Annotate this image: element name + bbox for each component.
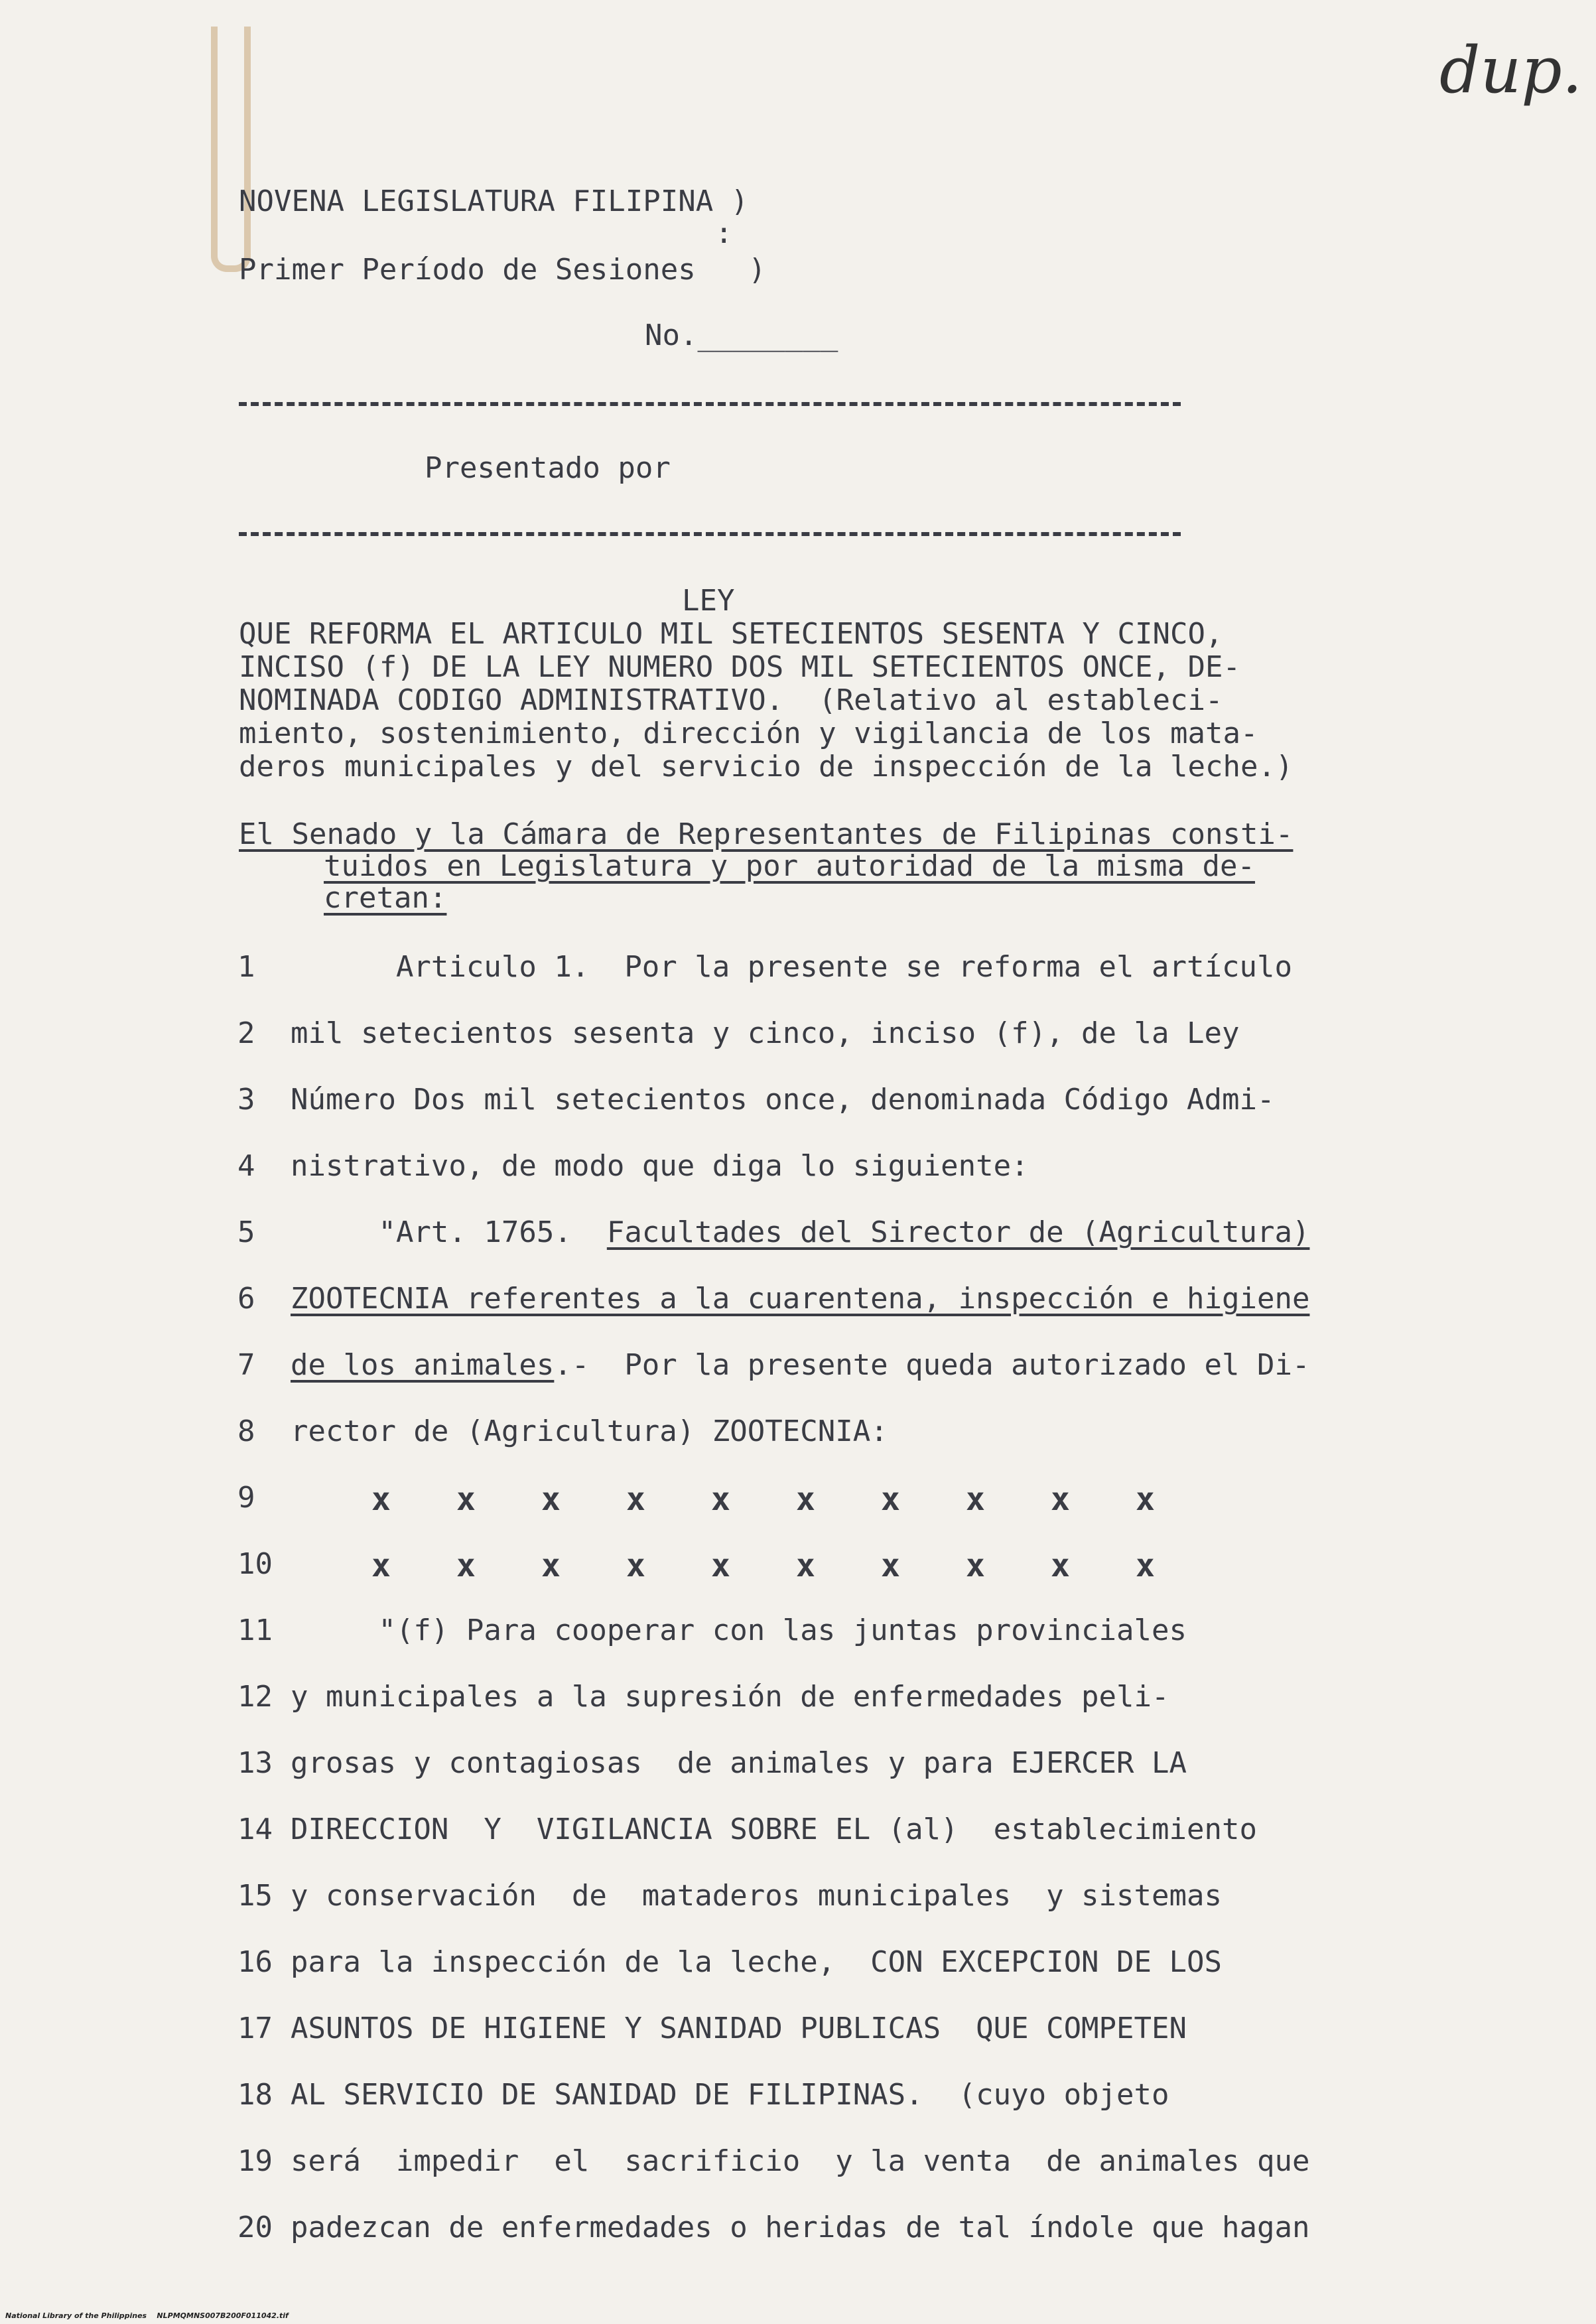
line-number: 19	[237, 2144, 273, 2178]
line-number: 10	[237, 1547, 273, 1581]
omission-mark: x	[626, 1547, 645, 1584]
line-number: 15	[237, 1879, 273, 1913]
session-period: Primer Período de Sesiones )	[239, 253, 766, 287]
bill-number-label: No.________	[645, 318, 838, 352]
line-number: 5	[237, 1215, 255, 1249]
omission-mark: x	[711, 1481, 730, 1518]
omission-mark: x	[1136, 1547, 1155, 1584]
line-number: 16	[237, 1945, 273, 1979]
body-line: mil setecientos sesenta y cinco, inciso (f), de la Ley	[291, 1016, 1240, 1050]
section-heading: Facultades del Sirector de (Agricultura)	[606, 1215, 1310, 1249]
omission-mark: x	[966, 1481, 985, 1518]
omission-mark: x	[541, 1547, 561, 1584]
line-number: 1	[237, 950, 255, 984]
omission-mark: x	[1051, 1481, 1070, 1518]
body-line: nistrativo, de modo que diga lo siguiente:	[291, 1149, 1029, 1183]
body-line: Articulo 1. Por la presente se reforma el artículo	[291, 950, 1292, 984]
line-number: 17	[237, 2012, 273, 2045]
law-title: LEY	[682, 584, 735, 618]
enacting-clause-line: tuidos en Legislatura y por autoridad de la misma de-	[324, 849, 1255, 883]
body-line: AL SERVICIO DE SANIDAD DE FILIPINAS. (cuyo objeto	[291, 2078, 1169, 2112]
line-number: 8	[237, 1414, 255, 1448]
omission-mark: x	[456, 1547, 476, 1584]
enacting-clause-line: cretan:	[324, 881, 447, 915]
omission-mark: x	[371, 1547, 391, 1584]
body-line: para la inspección de la leche, CON EXCEPCION DE LOS	[291, 1945, 1222, 1979]
archive-footer: National Library of the Philippines NLPMQMNS007B200F011042.tif	[5, 2311, 289, 2320]
paperclip-stain	[211, 27, 251, 272]
omission-mark: x	[1136, 1481, 1155, 1518]
body-line-text: .- Por la presente queda autorizado el Di-	[554, 1348, 1310, 1382]
line-number: 18	[237, 2078, 273, 2112]
omission-mark: x	[371, 1481, 391, 1518]
body-line: grosas y contagiosas de animales y para EJERCER LA	[291, 1746, 1187, 1780]
body-line: DIRECCION Y VIGILANCIA SOBRE EL (al) establecimiento	[291, 1812, 1257, 1846]
body-line-text: "Art. 1765.	[291, 1215, 607, 1249]
omission-mark: x	[626, 1481, 645, 1518]
body-line: y conservación de mataderos municipales y sistemas	[291, 1879, 1222, 1913]
separator-top	[239, 402, 1181, 406]
line-number: 14	[237, 1812, 273, 1846]
line-number: 2	[237, 1016, 255, 1050]
body-line: rector de (Agricultura) ZOOTECNIA:	[291, 1414, 888, 1448]
omission-mark: x	[796, 1547, 815, 1584]
body-line: Número Dos mil setecientos once, denominada Código Admi-	[291, 1083, 1275, 1117]
omission-mark: x	[881, 1547, 900, 1584]
header-colon: :	[715, 216, 733, 250]
line-number: 4	[237, 1149, 255, 1183]
omission-mark: x	[1051, 1547, 1070, 1584]
body-line: "(f) Para cooperar con las juntas provinciales	[291, 1613, 1187, 1647]
law-subtitle-line: INCISO (f) DE LA LEY NUMERO DOS MIL SETECIENTOS ONCE, DE-	[239, 650, 1240, 684]
body-line: será impedir el sacrificio y la venta de animales que	[291, 2144, 1310, 2178]
body-line: ASUNTOS DE HIGIENE Y SANIDAD PUBLICAS QUE COMPETEN	[291, 2012, 1187, 2045]
omission-mark: x	[711, 1547, 730, 1584]
line-number: 12	[237, 1680, 273, 1714]
line-number: 9	[237, 1481, 255, 1515]
line-number: 20	[237, 2211, 273, 2244]
law-subtitle-line: QUE REFORMA EL ARTICULO MIL SETECIENTOS SESENTA Y CINCO,	[239, 617, 1223, 651]
line-number: 6	[237, 1282, 255, 1316]
omission-marks-row	[371, 1547, 1221, 1584]
handwritten-note: dup.	[1439, 33, 1583, 107]
omission-mark: x	[456, 1481, 476, 1518]
body-line: padezcan de enfermedades o heridas de tal índole que hagan	[291, 2211, 1310, 2244]
section-heading: de los animales	[291, 1348, 555, 1382]
enacting-clause-line: El Senado y la Cámara de Representantes de Filipinas consti-	[239, 817, 1294, 851]
omission-mark: x	[881, 1481, 900, 1518]
law-subtitle-line: miento, sostenimiento, dirección y vigilancia de los mata-	[239, 717, 1258, 750]
omission-mark: x	[966, 1547, 985, 1584]
presented-by: Presentado por	[425, 451, 671, 485]
body-line	[291, 1348, 1309, 1382]
line-number: 11	[237, 1613, 273, 1647]
line-number: 13	[237, 1746, 273, 1780]
omission-mark: x	[796, 1481, 815, 1518]
legislature-title: NOVENA LEGISLATURA FILIPINA )	[239, 184, 749, 218]
body-line: y municipales a la supresión de enfermedades peli-	[291, 1680, 1169, 1714]
law-subtitle-line: deros municipales y del servicio de inspección de la leche.)	[239, 750, 1294, 784]
omission-marks-row	[371, 1481, 1221, 1518]
body-line	[291, 1215, 1309, 1249]
body-line: ZOOTECNIA referentes a la cuarentena, inspección e higiene	[291, 1282, 1310, 1316]
line-number: 7	[237, 1348, 255, 1382]
separator-bottom	[239, 532, 1181, 536]
law-subtitle-line: NOMINADA CODIGO ADMINISTRATIVO. (Relativo al estableci-	[239, 683, 1223, 717]
omission-mark: x	[541, 1481, 561, 1518]
line-number: 3	[237, 1083, 255, 1117]
